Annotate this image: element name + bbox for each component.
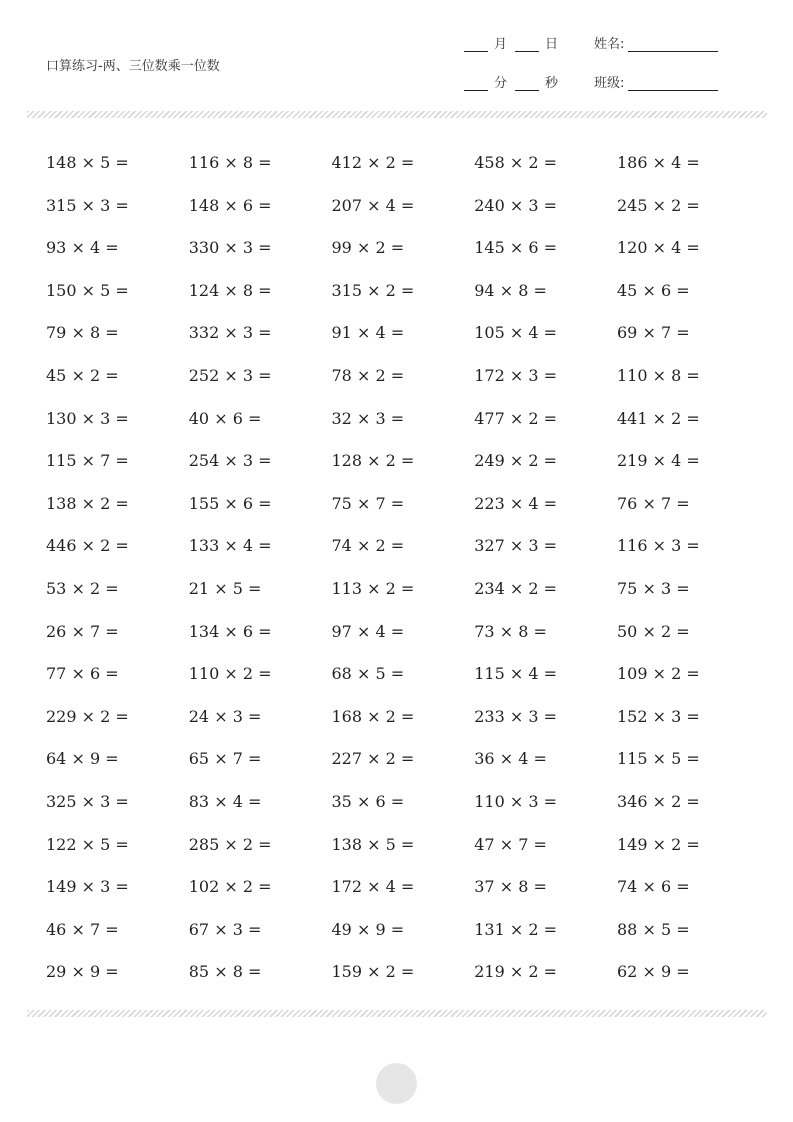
problem-item: 36 × 4 = [474, 749, 547, 769]
problem-item: 138 × 2 = [46, 493, 129, 513]
problem-item: 115 × 7 = [46, 451, 129, 471]
problem-item: 47 × 7 = [474, 834, 547, 854]
problem-item: 133 × 4 = [188, 536, 272, 556]
problem-item: 69 × 7 = [617, 323, 690, 343]
problem-item: 128 × 2 = [331, 451, 415, 471]
problem-item: 150 × 5 = [46, 280, 129, 300]
problem-item: 249 × 2 = [474, 451, 558, 471]
problem-item: 315 × 3 = [46, 195, 129, 215]
problem-item: 155 × 6 = [188, 493, 272, 513]
worksheet-title: 口算练习-两、三位数乘一位数 [46, 59, 220, 74]
problem-item: 315 × 2 = [331, 280, 415, 300]
problem-item: 148 × 5 = [46, 153, 129, 172]
problem-item: 115 × 5 = [617, 749, 700, 769]
problem-item: 477 × 2 = [474, 408, 558, 428]
problem-item: 120 × 4 = [617, 238, 700, 258]
problem-item: 223 × 4 = [474, 493, 558, 513]
problem-item: 245 × 2 = [617, 195, 700, 215]
problem-item: 346 × 2 = [617, 791, 700, 811]
problem-item: 332 × 3 = [188, 323, 272, 343]
problem-item: 458 × 2 = [474, 153, 558, 172]
problem-item: 113 × 2 = [331, 578, 415, 598]
problem-item: 446 × 2 = [46, 536, 129, 556]
problem-item: 74 × 2 = [331, 536, 405, 556]
problem-item: 330 × 3 = [188, 238, 272, 258]
page-indicator [376, 1063, 417, 1104]
problem-item: 83 × 4 = [188, 791, 262, 811]
problem-item: 88 × 5 = [617, 919, 690, 939]
problem-item: 134 × 6 = [188, 621, 272, 641]
problem-item: 124 × 8 = [188, 280, 272, 300]
problem-item: 35 × 6 = [331, 791, 405, 811]
problem-item: 219 × 4 = [617, 451, 700, 471]
problem-item: 91 × 4 = [331, 323, 405, 343]
problem-item: 79 × 8 = [46, 323, 119, 343]
problem-item: 26 × 7 = [46, 621, 119, 641]
date-name-row [464, 33, 718, 52]
problem-item: 240 × 3 = [474, 195, 558, 215]
problem-item: 97 × 4 = [331, 621, 405, 641]
problem-item: 207 × 4 = [331, 195, 415, 215]
problem-item: 75 × 7 = [331, 493, 405, 513]
month-blank[interactable] [464, 39, 488, 52]
problem-item: 130 × 3 = [46, 408, 129, 428]
problem-item: 227 × 2 = [331, 749, 415, 769]
problem-item: 441 × 2 = [617, 408, 700, 428]
problem-item: 219 × 2 = [474, 962, 558, 982]
problem-item: 78 × 2 = [331, 365, 405, 385]
problem-item: 77 × 6 = [46, 664, 119, 684]
problem-item: 115 × 4 = [474, 664, 558, 684]
problem-item: 24 × 3 = [188, 706, 262, 726]
problem-item: 68 × 5 = [331, 664, 405, 684]
problem-item: 325 × 3 = [46, 791, 129, 811]
problem-item: 116 × 3 = [617, 536, 700, 556]
problem-item: 252 × 3 = [188, 365, 272, 385]
problem-item: 67 × 3 = [188, 919, 262, 939]
problem-item: 76 × 7 = [617, 493, 690, 513]
problem-item: 85 × 8 = [188, 962, 262, 982]
problem-item: 110 × 3 = [474, 791, 558, 811]
problem-item: 50 × 2 = [617, 621, 690, 641]
problem-item: 254 × 3 = [188, 451, 272, 471]
problem-item: 94 × 8 = [474, 280, 547, 300]
problem-item: 45 × 6 = [617, 280, 690, 300]
problem-item: 45 × 2 = [46, 365, 119, 385]
problem-item: 65 × 7 = [188, 749, 262, 769]
problem-item: 64 × 9 = [46, 749, 119, 769]
day-label: 日 [545, 37, 559, 52]
problem-item: 233 × 3 = [474, 706, 558, 726]
problem-item: 159 × 2 = [331, 962, 415, 982]
problem-item: 74 × 6 = [617, 877, 690, 897]
name-label: 姓名: [594, 37, 625, 52]
problem-item: 62 × 9 = [617, 962, 690, 982]
problem-grid [46, 142, 760, 994]
problem-item: 234 × 2 = [474, 578, 558, 598]
problem-item: 37 × 8 = [474, 877, 547, 897]
problem-item: 93 × 4 = [46, 238, 119, 258]
problem-item: 122 × 5 = [46, 834, 129, 854]
month-label: 月 [494, 37, 508, 52]
problem-item: 109 × 2 = [617, 664, 700, 684]
problem-item: 29 × 9 = [46, 962, 119, 982]
problem-item: 53 × 2 = [46, 578, 119, 598]
problem-item: 149 × 3 = [46, 877, 129, 897]
problem-item: 46 × 7 = [46, 919, 119, 939]
problem-item: 102 × 2 = [188, 877, 272, 897]
time-class-row [464, 72, 718, 91]
problem-item: 138 × 5 = [331, 834, 415, 854]
problem-item: 75 × 3 = [617, 578, 690, 598]
minute-label: 分 [494, 76, 508, 91]
name-blank[interactable] [628, 39, 718, 52]
bottom-divider [27, 1010, 767, 1017]
problem-item: 186 × 4 = [617, 153, 700, 172]
problem-item: 32 × 3 = [331, 408, 405, 428]
top-divider [27, 111, 767, 118]
problem-item: 21 × 5 = [188, 578, 262, 598]
minute-blank[interactable] [464, 78, 488, 91]
problem-item: 73 × 8 = [474, 621, 547, 641]
problem-item: 148 × 6 = [188, 195, 272, 215]
problem-item: 145 × 6 = [474, 238, 558, 258]
problem-item: 105 × 4 = [474, 323, 558, 343]
class-label: 班级: [594, 76, 625, 91]
problem-item: 110 × 8 = [617, 365, 700, 385]
second-label: 秒 [545, 76, 559, 91]
problem-item: 168 × 2 = [331, 706, 415, 726]
problem-item: 327 × 3 = [474, 536, 558, 556]
problem-item: 172 × 3 = [474, 365, 558, 385]
problem-item: 152 × 3 = [617, 706, 700, 726]
problem-item: 116 × 8 = [188, 153, 272, 172]
problem-item: 412 × 2 = [331, 153, 415, 172]
class-blank[interactable] [628, 78, 718, 91]
problem-item: 110 × 2 = [188, 664, 272, 684]
problem-item: 229 × 2 = [46, 706, 129, 726]
day-blank[interactable] [515, 39, 539, 52]
second-blank[interactable] [515, 78, 539, 91]
problem-item: 40 × 6 = [188, 408, 262, 428]
problem-item: 49 × 9 = [331, 919, 405, 939]
problem-item: 285 × 2 = [188, 834, 272, 854]
problem-item: 172 × 4 = [331, 877, 415, 897]
problem-item: 149 × 2 = [617, 834, 700, 854]
problem-item: 131 × 2 = [474, 919, 558, 939]
problem-item: 99 × 2 = [331, 238, 405, 258]
